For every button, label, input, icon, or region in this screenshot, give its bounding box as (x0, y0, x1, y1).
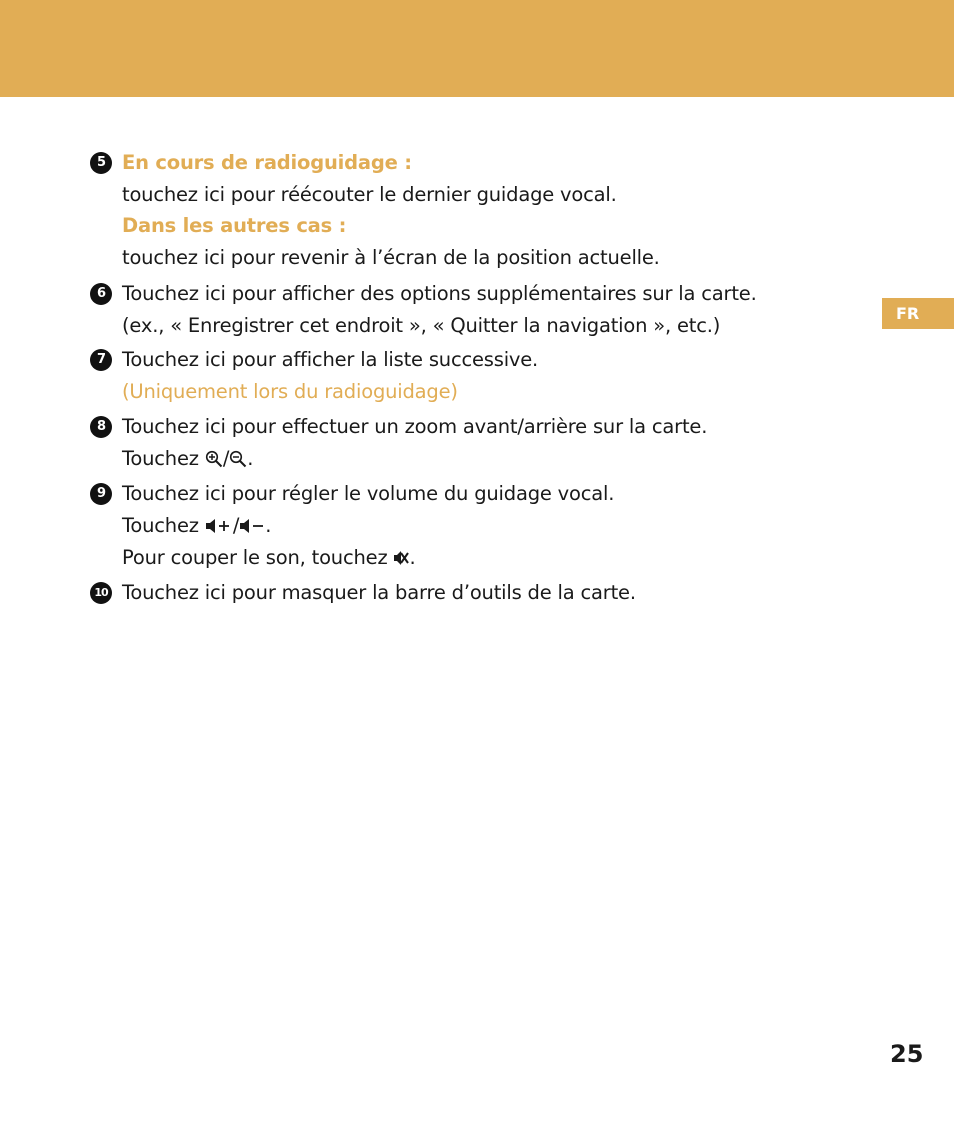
item-9-separator: / (232, 514, 240, 537)
item-6-text-1: Touchez ici pour afficher des options supplémentaires sur la carte. (122, 282, 757, 305)
item-8-text-1: Touchez ici pour effectuer un zoom avant/arrière sur la carte. (122, 415, 708, 438)
item-number-6: 6 (90, 283, 112, 305)
item-5-text-2: touchez ici pour revenir à l’écran de la position actuelle. (122, 246, 660, 269)
item-number-9: 9 (90, 483, 112, 505)
item-number-7: 7 (90, 349, 112, 371)
item-7-text-1: Touchez ici pour afficher la liste successive. (122, 348, 539, 371)
zoom-in-icon (205, 450, 223, 473)
item-9-period-1: . (265, 514, 272, 537)
item-8-text-2 (122, 448, 253, 473)
item-7-note: (Uniquement lors du radioguidage) (122, 380, 458, 403)
item-9-mute-label: Pour couper le son, touchez (122, 546, 388, 569)
mute-icon (393, 549, 409, 572)
item-9-period-2: . (409, 546, 416, 569)
item-8-period: . (247, 447, 254, 470)
page-number: 25 (890, 1040, 924, 1068)
header-bar (0, 0, 954, 97)
item-10-text-1: Touchez ici pour masquer la barre d’outils de la carte. (122, 581, 636, 604)
zoom-out-icon (229, 450, 247, 473)
item-9-touch-label: Touchez (122, 514, 199, 537)
language-tab: FR (882, 298, 954, 329)
item-5-text-1: touchez ici pour réécouter le dernier guidage vocal. (122, 183, 617, 206)
item-number-8: 8 (90, 416, 112, 438)
condition-heading-guidance: En cours de radioguidage : (122, 151, 412, 174)
volume-up-icon (205, 517, 233, 540)
item-9-text-3 (122, 547, 415, 572)
item-8-separator: / (222, 447, 230, 470)
item-9-text-2 (122, 515, 271, 540)
volume-down-icon (239, 517, 265, 540)
item-8-touch-label: Touchez (122, 447, 199, 470)
item-number-10: 10 (90, 582, 112, 604)
item-6-text-2: (ex., « Enregistrer cet endroit », « Quitter la navigation », etc.) (122, 314, 721, 337)
condition-heading-other: Dans les autres cas : (122, 214, 347, 237)
item-number-5: 5 (90, 152, 112, 174)
item-9-text-1: Touchez ici pour régler le volume du guidage vocal. (122, 482, 615, 505)
